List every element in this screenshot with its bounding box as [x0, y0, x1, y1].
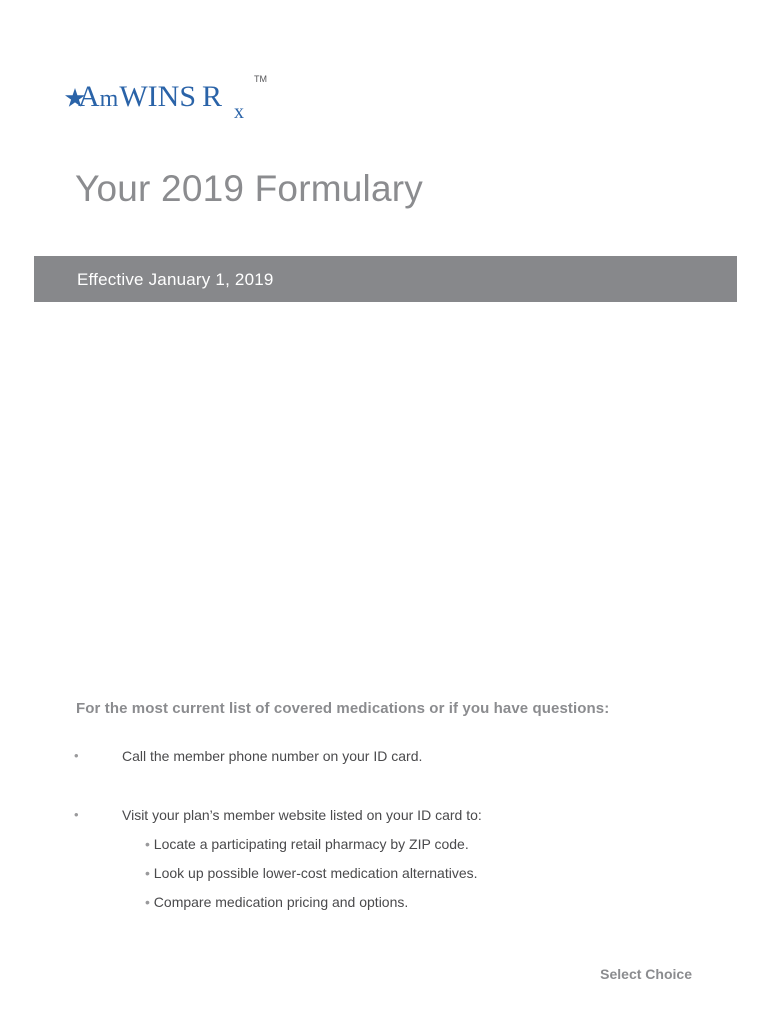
info-heading: For the most current list of covered medications or if you have questions:: [76, 700, 610, 717]
logo-x: x: [234, 101, 244, 122]
sub-bullet-dot: •: [145, 894, 150, 910]
effective-date-banner: [34, 256, 737, 302]
amwins-rx-logo: [64, 66, 279, 122]
logo-wins: WINS: [119, 80, 196, 113]
plan-name-label: Select Choice: [600, 966, 692, 982]
sub-list-item-locate-pharmacy: [145, 836, 469, 852]
logo-r: R: [202, 80, 223, 113]
sub-bullet-dot: •: [145, 865, 150, 881]
logo-m: m: [99, 86, 119, 112]
sub-list-item-text: Locate a participating retail pharmacy by ZIP code.: [153, 836, 469, 852]
logo-graphic: [64, 66, 279, 122]
sub-list-item-compare-pricing: [145, 894, 408, 910]
bullet-dot: •: [74, 807, 79, 822]
list-item-text: Visit your plan’s member website listed on your ID card to:: [122, 807, 482, 823]
effective-date-text: Effective January 1, 2019: [77, 270, 274, 289]
sub-bullet-dot: •: [145, 836, 150, 852]
page-title: Your 2019 Formulary: [75, 168, 423, 209]
list-item-text: Call the member phone number on your ID card.: [122, 748, 423, 764]
sub-list-item-text: Look up possible lower-cost medication alternatives.: [153, 865, 478, 881]
logo-a: A: [78, 80, 100, 113]
logo-trademark: TM: [254, 74, 267, 84]
svg-text:AmWINSR: [78, 80, 222, 113]
sub-list-item-text: Compare medication pricing and options.: [153, 894, 409, 910]
sub-list-item-lower-cost: [145, 865, 478, 881]
bullet-dot: •: [74, 748, 79, 763]
